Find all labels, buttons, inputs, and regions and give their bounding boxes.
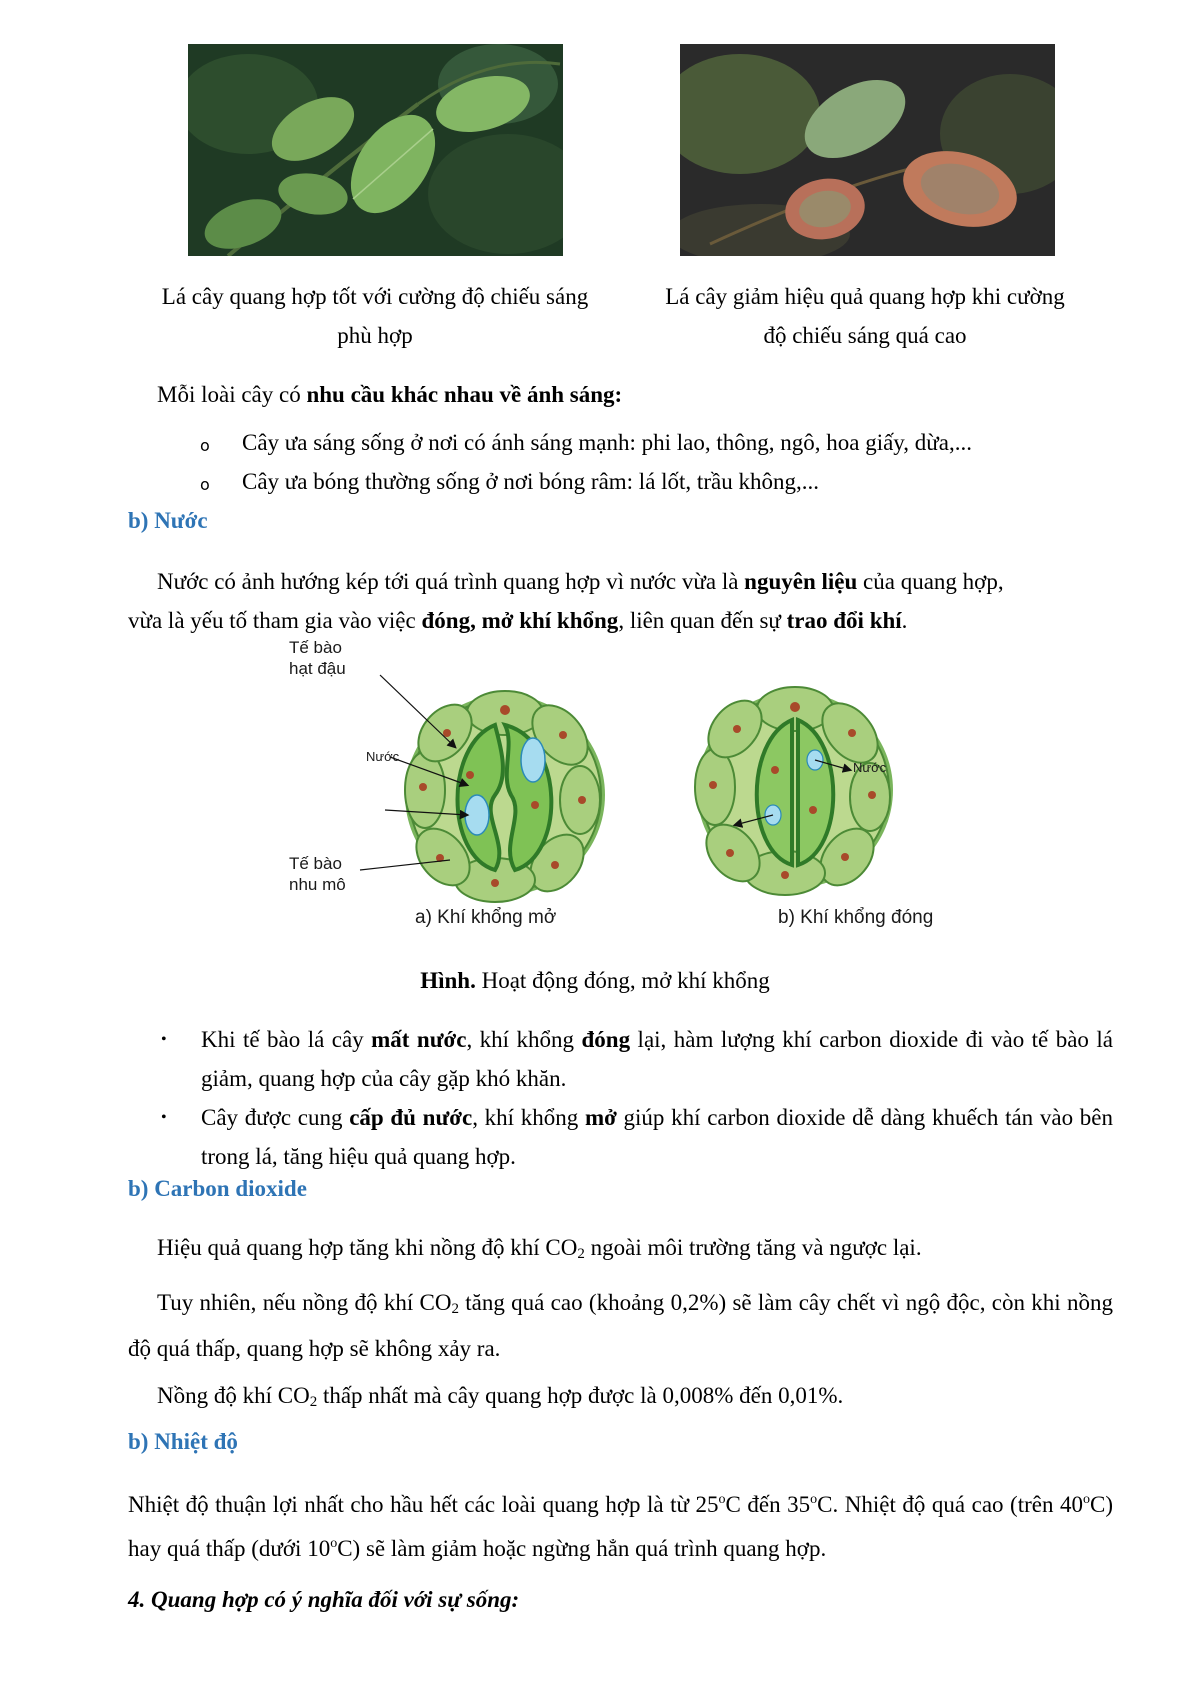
- healthy-leaf-caption: [130, 277, 620, 355]
- section-4-heading: 4. Quang hợp có ý nghĩa đối với sự sống:: [128, 1587, 520, 1612]
- caption-line: phù hợp: [337, 323, 413, 348]
- text-run: , khí khổng: [472, 1105, 585, 1130]
- water-heading: b) Nước: [128, 508, 208, 533]
- scorched-leaf-caption: [630, 277, 1100, 355]
- bold-run: đóng: [581, 1027, 631, 1052]
- text-run: của quang hợp,: [857, 569, 1004, 594]
- label-line: nhu mô: [289, 875, 346, 894]
- list-item-text: Cây ưa bóng thường sống ở nơi bóng râm: lá lốt, trầu không,...: [242, 469, 819, 494]
- list-item-text: Cây ưa sáng sống ở nơi có ánh sáng mạnh: phi lao, thông, ngô, hoa giấy, dừa,...: [242, 430, 972, 455]
- figure-caption: [0, 968, 1190, 994]
- list-item: [161, 1098, 1113, 1176]
- open-stomata-label: a) Khí khổng mở: [415, 907, 557, 928]
- closed-stomata-label: b) Khí khổng đóng: [778, 907, 934, 928]
- closed-stomata-diagram: [695, 687, 893, 896]
- text-run: , liên quan đến sự: [618, 608, 787, 633]
- text-run: Nồng độ khí CO: [157, 1383, 310, 1408]
- text-run: .: [901, 608, 908, 633]
- bold-run: trao đổi khí: [786, 608, 902, 633]
- text-run: vừa là yếu tố tham gia vào việc: [128, 608, 422, 633]
- co2-heading: b) Carbon dioxide: [128, 1176, 307, 1201]
- circle-bullet-icon: o: [200, 436, 210, 455]
- subscript: 2: [451, 1301, 459, 1317]
- superscript: o: [1083, 1492, 1090, 1507]
- circle-bullet-icon: o: [200, 475, 210, 494]
- bold-run: đóng, mở khí khổng: [421, 608, 619, 633]
- text-run: Cây được cung: [201, 1105, 350, 1130]
- label-line: hạt đậu: [289, 659, 346, 678]
- text-run: , khí khổng: [466, 1027, 582, 1052]
- text-run: Tuy nhiên, nếu nồng độ khí CO: [157, 1290, 452, 1315]
- text-run: C) hay quá thấp (dưới 10: [128, 1492, 1113, 1561]
- stomata-figure: [289, 638, 935, 945]
- superscript: o: [718, 1492, 726, 1507]
- text-run: lại, hàm lượng khí carbon dioxide đi vào tế bào lá giảm, quang hợp của cây gặp khó khăn.: [201, 1027, 1113, 1091]
- superscript: o: [330, 1536, 338, 1551]
- water-line-1: [128, 562, 1113, 601]
- subscript: 2: [577, 1246, 585, 1262]
- label-line: Tế bào: [289, 638, 342, 657]
- list-item-text: [201, 1098, 1113, 1176]
- label-line: Tế bào: [289, 854, 342, 873]
- light-intro-bold: nhu cầu khác nhau về ánh sáng:: [306, 382, 623, 407]
- bold-run: mở: [584, 1105, 617, 1130]
- caption-line: độ chiếu sáng quá cao: [763, 323, 967, 348]
- temperature-heading: b) Nhiệt độ: [128, 1429, 238, 1454]
- text-run: thấp nhất mà cây quang hợp được là 0,008% đến 0,01%.: [317, 1383, 844, 1408]
- list-item-text: [201, 1020, 1113, 1098]
- co2-paragraph-2: [128, 1283, 1113, 1368]
- water-line-2: [128, 601, 1113, 640]
- light-intro: [128, 375, 1113, 414]
- open-stomata-diagram: [360, 675, 605, 902]
- guard-cell-label: [289, 637, 346, 679]
- figure-caption-bold: Hình.: [420, 968, 476, 993]
- text-run: ngoài môi trường tăng và ngược lại.: [584, 1235, 922, 1260]
- co2-paragraph-3: [128, 1376, 1113, 1422]
- water-label-right: Nước: [853, 760, 887, 775]
- water-label-left: Nước: [366, 749, 400, 764]
- text-run: giúp khí carbon dioxide dễ dàng khuếch tán vào bên trong lá, tăng hiệu quả quang hợp.: [201, 1105, 1113, 1169]
- light-intro-text: Mỗi loài cây có: [157, 382, 307, 407]
- co2-line: [128, 1376, 1113, 1422]
- scorched-leaf-photo: [680, 44, 1055, 256]
- co2-text: [128, 1283, 1113, 1368]
- parenchyma-label: [289, 853, 346, 895]
- text-run: C đến 35: [725, 1492, 811, 1517]
- caption-line: Lá cây quang hợp tốt với cường độ chiếu sáng: [161, 284, 589, 309]
- bold-run: mất nước: [371, 1027, 467, 1052]
- text-run: Hiệu quả quang hợp tăng khi nồng độ khí CO: [157, 1235, 578, 1260]
- bold-run: cấp đủ nước: [349, 1105, 473, 1130]
- caption-line: Lá cây giảm hiệu quả quang hợp khi cường: [665, 284, 1065, 309]
- temperature-paragraph: [128, 1480, 1113, 1568]
- bold-run: nguyên liệu: [744, 569, 858, 594]
- co2-paragraph-1: [128, 1228, 1113, 1274]
- co2-line: [128, 1228, 1113, 1274]
- figure-caption-text: Hoạt động đóng, mở khí khổng: [475, 968, 770, 993]
- text-run: Khi tế bào lá cây: [201, 1027, 372, 1052]
- text-run: Nước có ảnh hướng kép tới quá trình quang hợp vì nước vừa là: [157, 569, 745, 594]
- bullet-icon: •: [161, 1031, 167, 1048]
- superscript: o: [810, 1492, 818, 1507]
- bullet-icon: •: [161, 1109, 167, 1126]
- text-run: C) sẽ làm giảm hoặc ngừng hẳn quá trình quang hợp.: [337, 1536, 827, 1561]
- text-run: C. Nhiệt độ quá cao (trên 40: [817, 1492, 1083, 1517]
- text-run: tăng quá cao (khoảng 0,2%) sẽ làm cây chết vì ngộ độc, còn khi nồng độ quá thấp, quang hợp sẽ không xảy ra.: [128, 1290, 1114, 1361]
- list-item: [161, 1020, 1113, 1098]
- water-paragraph: [128, 562, 1113, 640]
- text-run: Nhiệt độ thuận lợi nhất cho hầu hết các loài quang hợp là từ 25: [128, 1492, 719, 1517]
- healthy-leaf-photo: [188, 44, 563, 256]
- subscript: 2: [309, 1394, 318, 1410]
